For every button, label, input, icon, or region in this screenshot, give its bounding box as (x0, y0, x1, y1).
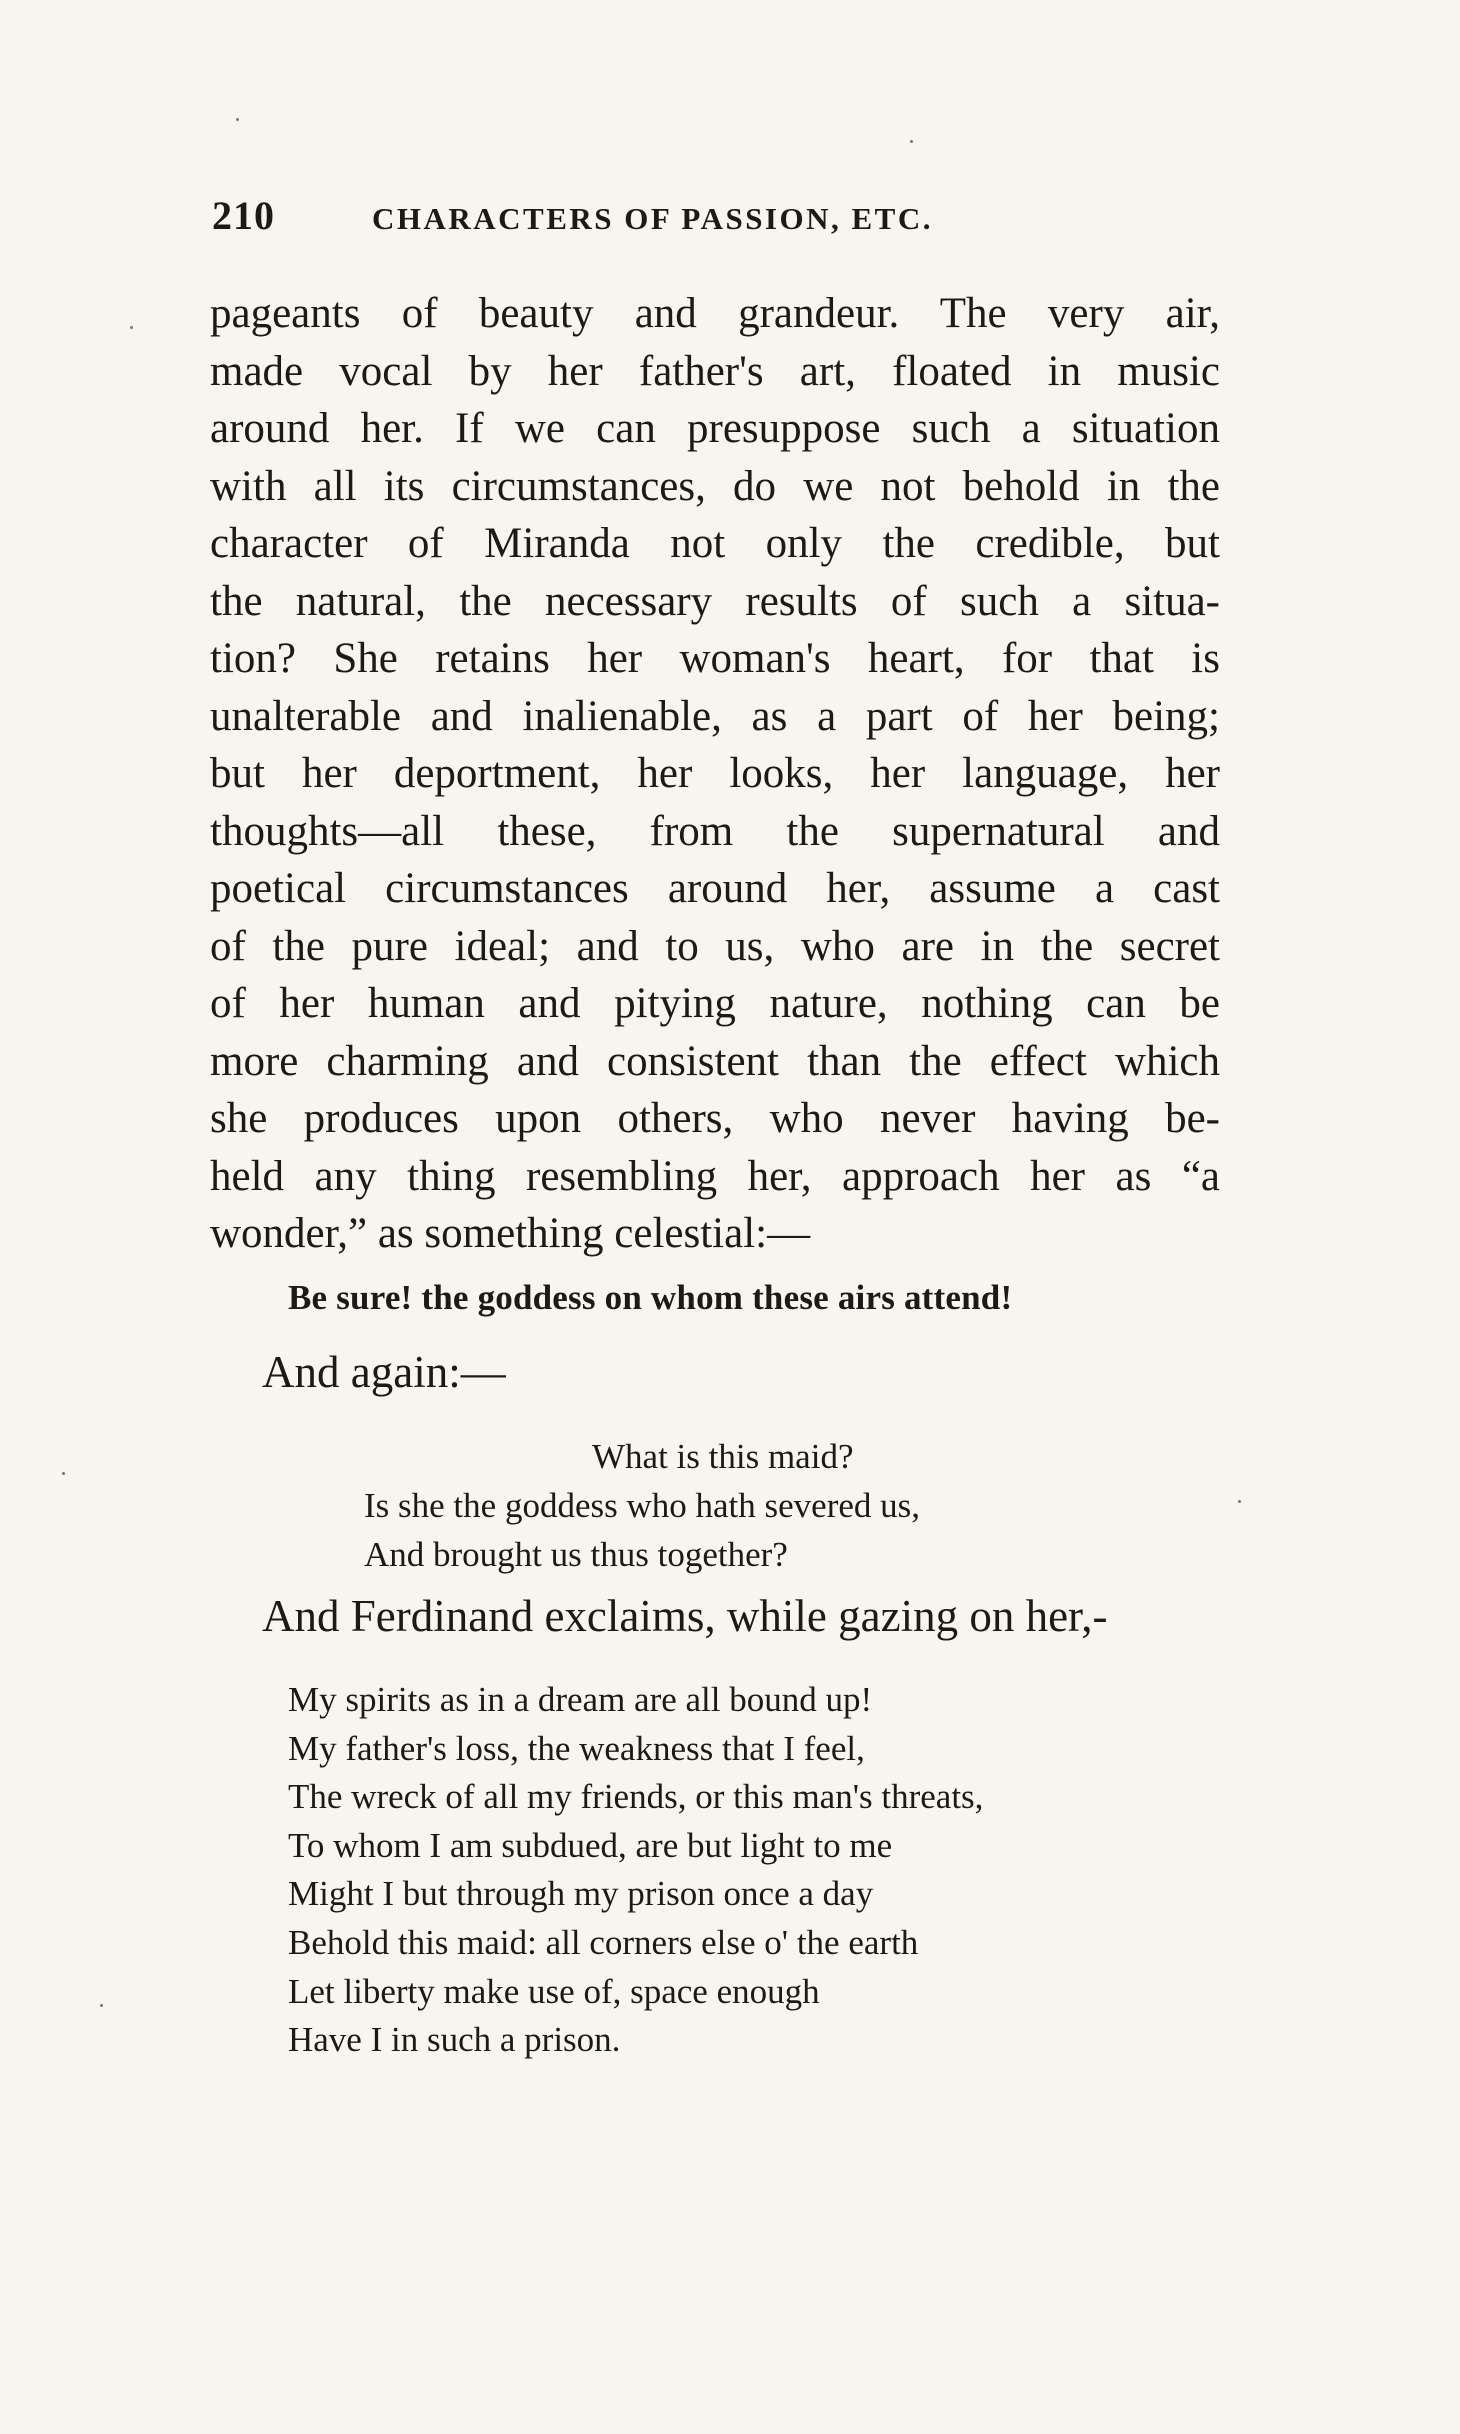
verse-line: Let liberty make use of, space enough (288, 1971, 820, 2011)
paper-speck (1238, 1500, 1241, 1503)
prose-line: poetical circumstances around her, assume a cast (210, 865, 1220, 912)
page-number: 210 (212, 193, 275, 238)
verse-quote (288, 1676, 983, 2065)
block-quote-line: Be sure! the goddess on whom these airs attend! (288, 1278, 1013, 1317)
prose-line: of her human and pitying nature, nothing can be (210, 980, 1220, 1027)
prose-line: unalterable and inalienable, as a part of her being; (210, 692, 1220, 740)
page-header (212, 192, 1072, 244)
prose-paragraph (210, 285, 1220, 1263)
paper-speck (62, 1472, 65, 1475)
prose-line: with all its circumstances, do we not behold in the (210, 462, 1220, 510)
prose-line: wonder,” as something celestial:— (210, 1210, 811, 1257)
verse-line: What is this maid? (592, 1437, 854, 1476)
prose-line: the natural, the necessary results of such a situa- (210, 577, 1220, 625)
running-head: CHARACTERS OF PASSION, ETC. (372, 201, 933, 236)
verse-line: And brought us thus together? (364, 1535, 788, 1574)
verse-line: Behold this maid: all corners else o' the earth (288, 1922, 919, 1962)
prose-line: more charming and consistent than the effect which (210, 1037, 1220, 1085)
verse-line: Is she the goddess who hath severed us, (364, 1486, 921, 1525)
prose-line: thoughts—all these, from the supernatural and (210, 807, 1220, 855)
prose-line: around her. If we can presuppose such a situation (210, 405, 1220, 452)
paper-speck (910, 140, 913, 143)
prose-line: she produces upon others, who never having be- (210, 1095, 1220, 1142)
connector-text: And Ferdinand exclaims, while gazing on her,- (262, 1591, 1108, 1641)
verse-line: Might I but through my prison once a day (288, 1874, 874, 1914)
prose-line: held any thing resembling her, approach her as “a (210, 1152, 1220, 1200)
prose-line: but her deportment, her looks, her language, her (210, 750, 1220, 797)
verse-line: My father's loss, the weakness that I feel, (288, 1728, 865, 1768)
verse-line: Have I in such a prison. (288, 2020, 621, 2060)
verse-line: The wreck of all my friends, or this man's threats, (288, 1777, 984, 1817)
paper-speck (100, 2004, 103, 2007)
prose-line: character of Miranda not only the credible, but (210, 520, 1220, 567)
prose-line: tion? She retains her woman's heart, for that is (210, 635, 1220, 682)
prose-line: of the pure ideal; and to us, who are in the secret (210, 922, 1220, 970)
paper-speck (236, 118, 239, 121)
prose-line: made vocal by her father's art, floated in music (210, 347, 1220, 395)
paper-speck (130, 326, 133, 329)
verse-line: My spirits as in a dream are all bound up! (288, 1680, 873, 1719)
verse-line: To whom I am subdued, are but light to me (288, 1825, 893, 1865)
prose-line: pageants of beauty and grandeur. The very air, (210, 290, 1220, 337)
connector-text: And again:— (262, 1347, 506, 1397)
verse-quote (364, 1432, 920, 1579)
